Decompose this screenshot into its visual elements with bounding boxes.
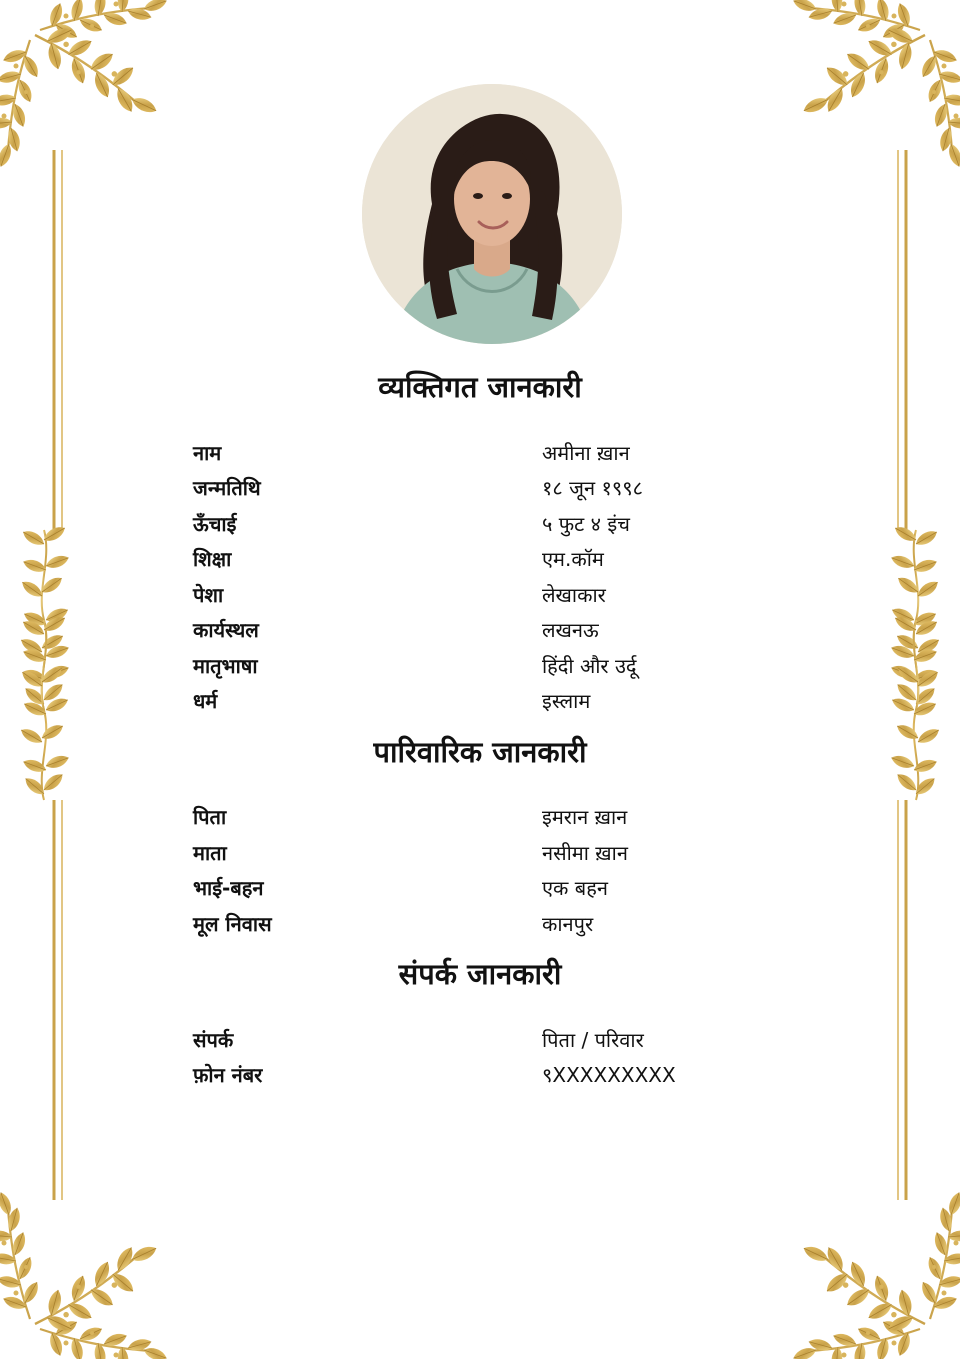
row-label: माता bbox=[193, 841, 227, 865]
family-info-title: पारिवारिक जानकारी bbox=[373, 735, 587, 769]
floral-corner-bottom-left-icon bbox=[0, 1191, 168, 1359]
row-value: इमरान ख़ान bbox=[542, 805, 628, 829]
table-row bbox=[0, 580, 960, 610]
row-value: इस्लाम bbox=[542, 689, 591, 713]
table-row bbox=[0, 473, 960, 503]
floral-corner-top-left-icon bbox=[0, 0, 168, 168]
table-row bbox=[0, 873, 960, 903]
table-row bbox=[0, 509, 960, 539]
frame-bottom-lines bbox=[150, 1298, 810, 1306]
row-label: जन्मतिथि bbox=[193, 476, 261, 500]
row-label: मूल निवास bbox=[193, 912, 272, 936]
row-value: हिंदी और उर्दू bbox=[542, 654, 637, 678]
row-value: लखनऊ bbox=[542, 618, 599, 642]
row-value: कानपुर bbox=[542, 912, 594, 936]
table-row bbox=[0, 686, 960, 716]
profile-photo-icon bbox=[362, 84, 622, 344]
row-value: १८ जून १९९८ bbox=[542, 476, 644, 500]
table-row bbox=[0, 1060, 960, 1090]
floral-corner-top-right-icon bbox=[792, 0, 960, 168]
table-row bbox=[0, 909, 960, 939]
row-label: भाई-बहन bbox=[193, 876, 264, 900]
personal-info-title: व्यक्तिगत जानकारी bbox=[378, 370, 582, 404]
row-label: शिक्षा bbox=[193, 547, 232, 571]
row-label: नाम bbox=[193, 441, 222, 465]
table-row bbox=[0, 802, 960, 832]
table-row bbox=[0, 615, 960, 645]
row-value: एम.कॉम bbox=[542, 547, 604, 571]
row-label: कार्यस्थल bbox=[193, 618, 259, 642]
row-label: फ़ोन नंबर bbox=[193, 1063, 263, 1087]
row-value: ९XXXXXXXXX bbox=[542, 1063, 676, 1087]
row-value: एक बहन bbox=[542, 876, 608, 900]
row-value: लेखाकार bbox=[542, 583, 606, 607]
row-value: नसीमा ख़ान bbox=[542, 841, 628, 865]
row-value: अमीना ख़ान bbox=[542, 441, 630, 465]
row-value: पिता / परिवार bbox=[542, 1028, 644, 1052]
floral-corner-bottom-right-icon bbox=[792, 1191, 960, 1359]
contact-info-title: संपर्क जानकारी bbox=[398, 957, 562, 991]
table-row bbox=[0, 651, 960, 681]
table-row bbox=[0, 838, 960, 868]
frame-top-lines bbox=[150, 34, 810, 42]
table-row bbox=[0, 544, 960, 574]
table-row bbox=[0, 1025, 960, 1055]
row-label: धर्म bbox=[193, 689, 218, 713]
row-label: ऊँचाई bbox=[193, 512, 237, 536]
row-label: संपर्क bbox=[193, 1028, 234, 1052]
row-label: मातृभाषा bbox=[193, 654, 258, 678]
row-label: पेशा bbox=[193, 583, 224, 607]
row-label: पिता bbox=[193, 805, 227, 829]
table-row bbox=[0, 438, 960, 468]
profile-photo bbox=[362, 84, 622, 344]
row-value: ५ फुट ४ इंच bbox=[542, 512, 630, 536]
